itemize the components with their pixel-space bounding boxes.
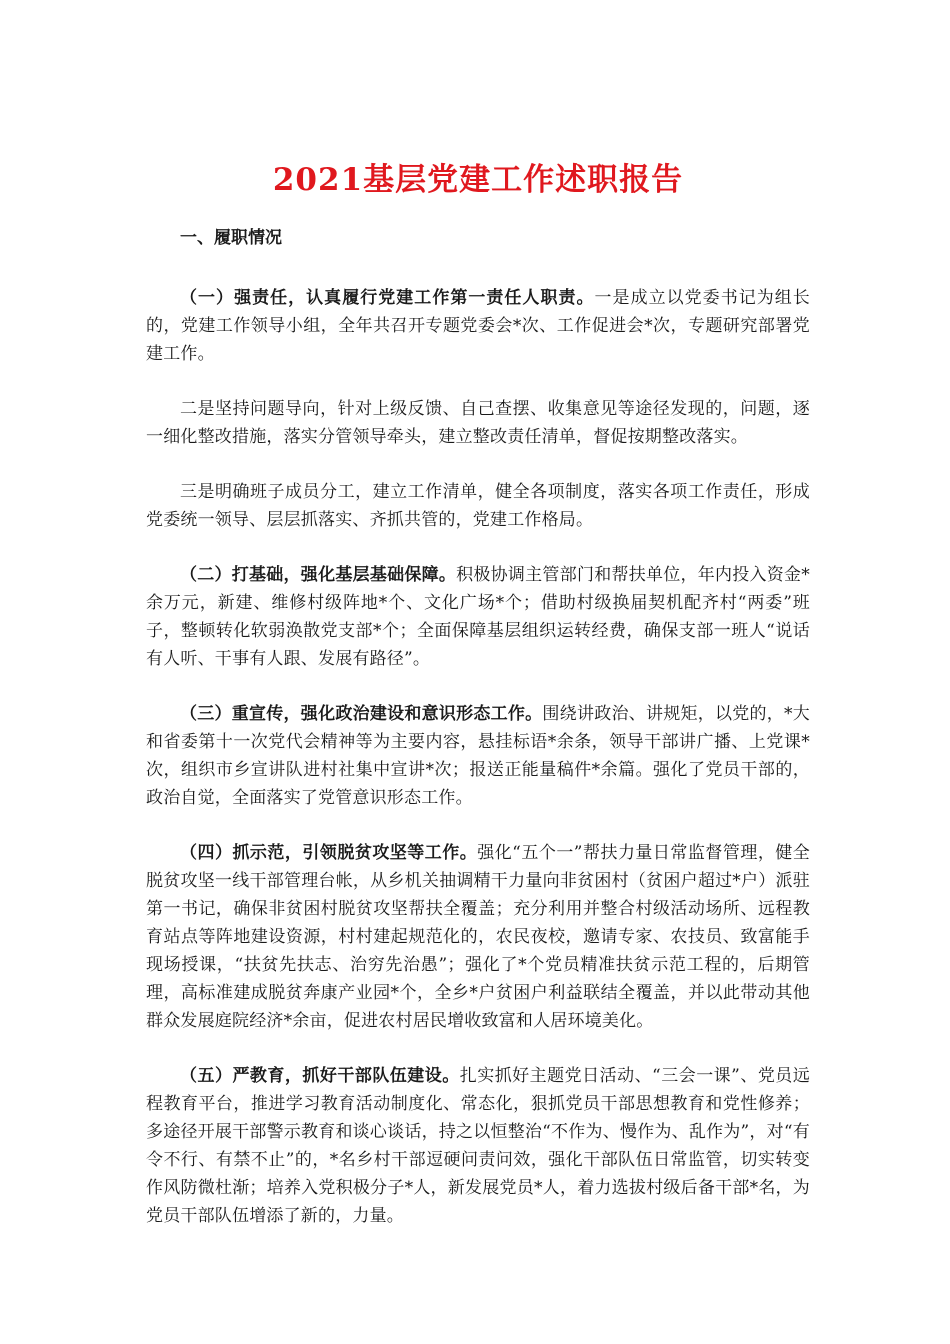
paragraph-4 [146,561,810,673]
paragraph-lead: （一）强责任，认真履行党建工作第一责任人职责。 [180,288,595,308]
paragraph-7 [146,1062,810,1230]
paragraph-lead: （四）抓示范，引领脱贫攻坚等工作。 [180,843,478,863]
paragraph-3 [146,478,810,534]
section-heading: 一、履职情况 [180,228,282,248]
paragraph-body: 积极协调主管部门和帮扶单位，年内投入资金*余万元，新建、维修村级阵地*个、文化广场*个；借助村级换届契机配齐村“两委”班子，整顿转化软弱涣散党支部*个；全面保障基层组织运转经费，确保支部一班人“说话有人听、干事有人跟、发展有路径”。 [146,565,811,669]
document-title: 2021基层党建工作述职报告 [272,162,684,198]
paragraph-body: 强化“五个一”帮扶力量日常监督管理，健全脱贫攻坚一线干部管理台帐，从乡机关抽调精干力量向非贫困村（贫困户超过*户）派驻第一书记，确保非贫困村脱贫攻坚帮扶全覆盖；充分利用并整合村级活动场所、远程教育站点等阵地建设资源，村村建起规范化的，农民夜校，邀请专家、农技员、致富能手现场授课，“扶贫先扶志、治穷先治愚”；强化了*个党员精准扶贫示范工程的，后期管理，高标准建成脱贫奔康产业园*个，全乡*户贫困户利益联结全覆盖，并以此带动其他群众发展庭院经济*余亩，促进农村居民增收致富和人居环境美化。 [146,843,810,1031]
paragraph-body: 围绕讲政治、讲规矩，以党的，*大和省委第十一次党代会精神等为主要内容，悬挂标语*余条，领导干部讲广播、上党课*次，组织市乡宣讲队进村社集中宣讲*次；报送正能量稿件*余篇。强化了党员干部的，政治自觉，全面落实了党管意识形态工作。 [146,704,810,808]
paragraph-5 [146,700,810,812]
paragraph-body: 三是明确班子成员分工，建立工作清单，健全各项制度，落实各项工作责任，形成党委统一领导、层层抓落实、齐抓共管的，党建工作格局。 [146,482,810,530]
paragraph-2 [146,395,810,451]
paragraph-body: 扎实抓好主题党日活动、“三会一课”、党员远程教育平台，推进学习教育活动制度化、常态化，狠抓党员干部思想教育和党性修养；多途径开展干部警示教育和谈心谈话，持之以恒整治“不作为、慢作为、乱作为”，对“有令不行、有禁不止”的，*名乡村干部逗硬问责问效，强化干部队伍日常监管，切实转变作风防微杜渐；培养入党积极分子*人，新发展党员*人，着力选拔村级后备干部*名，为党员干部队伍增添了新的，力量。 [146,1066,810,1226]
paragraph-6 [146,839,810,1035]
paragraph-body: 一是成立以党委书记为组长的，党建工作领导小组，全年共召开专题党委会*次、工作促进会*次，专题研究部署党建工作。 [146,288,810,364]
paragraph-1 [146,284,810,368]
paragraph-lead: （三）重宣传，强化政治建设和意识形态工作。 [180,704,543,724]
document-page [146,150,810,1257]
paragraph-lead: （五）严教育，抓好干部队伍建设。 [180,1066,460,1086]
paragraph-body: 二是坚持问题导向，针对上级反馈、自己查摆、收集意见等途径发现的，问题，逐一细化整改措施，落实分管领导牵头，建立整改责任清单，督促按期整改落实。 [146,399,810,447]
paragraph-lead: （二）打基础，强化基层基础保障。 [180,565,457,585]
